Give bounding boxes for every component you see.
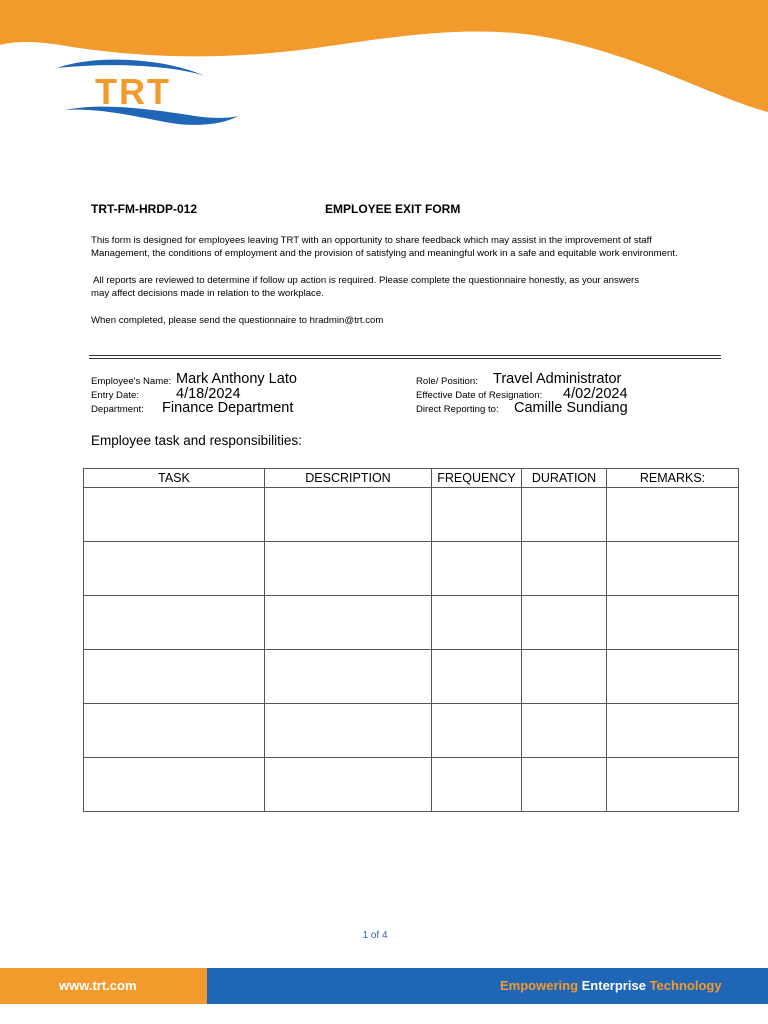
table-cell[interactable] [607, 704, 739, 758]
send-note: When completed, please send the questionnaire to hradmin@trt.com [91, 315, 384, 326]
table-cell[interactable] [84, 758, 265, 812]
entry-date-value[interactable]: 4/18/2024 [176, 386, 241, 402]
reporting-to-label: Direct Reporting to: [416, 404, 499, 415]
table-cell[interactable] [522, 650, 607, 704]
table-row [84, 542, 739, 596]
table-cell[interactable] [84, 542, 265, 596]
footer-bar [0, 968, 768, 1004]
table-cell[interactable] [84, 704, 265, 758]
table-cell[interactable] [522, 542, 607, 596]
divider-line [89, 355, 721, 356]
resignation-date-value[interactable]: 4/02/2024 [563, 386, 628, 402]
table-cell[interactable] [432, 596, 522, 650]
table-cell[interactable] [265, 758, 432, 812]
divider-line [89, 358, 721, 359]
column-header-remarks: REMARKS: [607, 469, 739, 488]
table-cell[interactable] [265, 542, 432, 596]
table-cell[interactable] [522, 758, 607, 812]
table-cell[interactable] [84, 488, 265, 542]
table-cell[interactable] [432, 758, 522, 812]
review-line: All reports are reviewed to determine if follow up action is required. Please complete the questionnaire honestly, as your answers [91, 275, 640, 286]
table-cell[interactable] [522, 596, 607, 650]
department-label: Department: [91, 404, 144, 415]
column-header-frequency: FREQUENCY [432, 469, 522, 488]
table-cell[interactable] [607, 758, 739, 812]
tagline-word: Technology [649, 978, 722, 993]
intro-line: This form is designed for employees leaving TRT with an opportunity to share feedback which may assist in the improvement of staff [91, 235, 652, 246]
table-cell[interactable] [522, 704, 607, 758]
footer-tagline [500, 978, 722, 993]
tagline-word: Empowering [500, 978, 579, 993]
table-cell[interactable] [607, 650, 739, 704]
table-row [84, 488, 739, 542]
table-cell[interactable] [432, 650, 522, 704]
table-cell[interactable] [265, 596, 432, 650]
employee-name-label: Employee's Name: [91, 376, 172, 387]
table-row [84, 596, 739, 650]
entry-date-label: Entry Date: [91, 390, 139, 401]
department-value[interactable]: Finance Department [162, 400, 294, 416]
column-header-description: DESCRIPTION [265, 469, 432, 488]
table-cell[interactable] [84, 596, 265, 650]
table-cell[interactable] [607, 542, 739, 596]
table-cell[interactable] [84, 650, 265, 704]
role-value[interactable]: Travel Administrator [493, 371, 622, 387]
document-code: TRT-FM-HRDP-012 [91, 202, 198, 216]
table-cell[interactable] [607, 488, 739, 542]
resignation-date-label: Effective Date of Resignation: [416, 390, 543, 401]
footer-left-panel [0, 968, 207, 1004]
table-row [84, 650, 739, 704]
review-line: may affect decisions made in relation to the workplace. [91, 288, 324, 299]
column-header-task: TASK [84, 469, 265, 488]
review-paragraph [91, 274, 731, 300]
reporting-to-value[interactable]: Camille Sundiang [514, 400, 628, 416]
page-number: 1 of 4 [362, 930, 388, 941]
table-header-row [84, 469, 739, 488]
intro-paragraph [91, 234, 751, 260]
column-header-duration: DURATION [522, 469, 607, 488]
table-cell[interactable] [522, 488, 607, 542]
document-title: EMPLOYEE EXIT FORM [325, 202, 461, 216]
table-cell[interactable] [265, 650, 432, 704]
table-row [84, 704, 739, 758]
employee-name-value[interactable]: Mark Anthony Lato [176, 371, 297, 387]
table-cell[interactable] [432, 704, 522, 758]
intro-line: Management, the conditions of employment and the provision of satisfying and meaningful work in a safe and equitable work environment. [91, 248, 678, 259]
table-cell[interactable] [265, 704, 432, 758]
table-cell[interactable] [432, 542, 522, 596]
tagline-word: Enterprise [581, 978, 646, 993]
table-cell[interactable] [432, 488, 522, 542]
table-cell[interactable] [607, 596, 739, 650]
table-row [84, 758, 739, 812]
tasks-heading: Employee task and responsibilities: [91, 433, 302, 448]
tasks-table [83, 468, 739, 812]
table-cell[interactable] [265, 488, 432, 542]
role-label: Role/ Position: [416, 376, 478, 387]
logo-text: TRT [95, 71, 171, 112]
footer-url-link[interactable]: www.trt.com [59, 978, 137, 993]
